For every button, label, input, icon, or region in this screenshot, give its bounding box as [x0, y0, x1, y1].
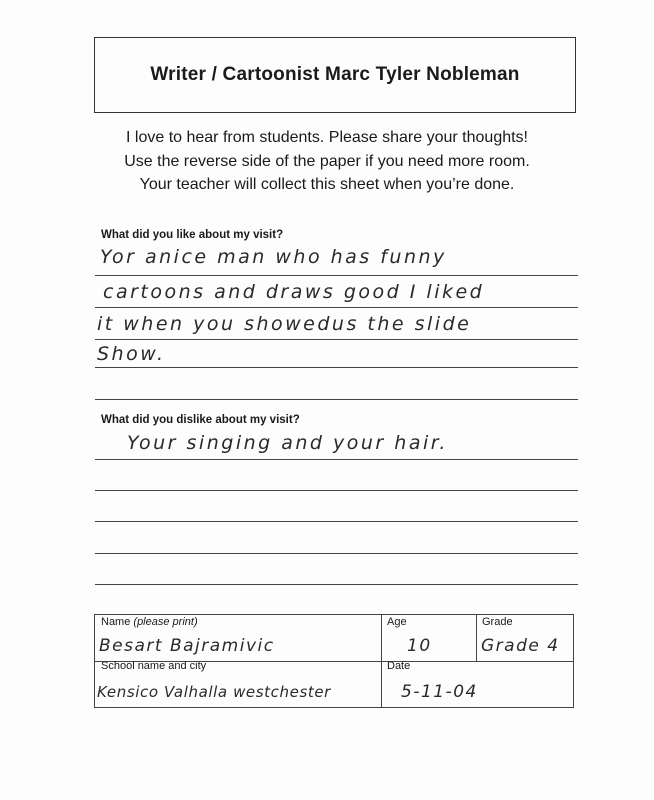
answer-rule — [95, 490, 578, 491]
table-divider — [476, 615, 477, 661]
answer-liked-line-3: it when you showedus the slide — [97, 313, 472, 335]
answer-liked-line-2: cartoons and draws good I liked — [103, 281, 485, 303]
name-value: Besart Bajramivic — [99, 636, 275, 656]
grade-label: Grade — [482, 616, 513, 628]
student-info-table — [94, 614, 574, 708]
title-box — [94, 37, 576, 113]
school-value: Kensico Valhalla westchester — [97, 683, 331, 701]
answer-liked-line-4: Show. — [97, 343, 166, 365]
answer-rule — [95, 275, 578, 276]
answer-rule — [95, 521, 578, 522]
grade-value: Grade 4 — [481, 636, 560, 656]
school-label: School name and city — [101, 660, 207, 672]
intro-text — [0, 126, 654, 197]
answer-rule — [95, 307, 578, 308]
name-hint: (please print) — [133, 616, 198, 628]
name-label: Name (please print) — [101, 616, 198, 628]
question-disliked-label: What did you dislike about my visit? — [101, 414, 300, 426]
answer-rule — [95, 339, 578, 340]
answer-disliked-line-1: Your singing and your hair. — [127, 432, 448, 454]
answer-rule — [95, 459, 578, 460]
page-title: Writer / Cartoonist Marc Tyler Nobleman — [150, 64, 520, 85]
answer-rule — [95, 584, 578, 585]
answer-liked-line-1: Yor anice man who has funny — [100, 246, 447, 268]
age-label: Age — [387, 616, 407, 628]
answer-rule — [95, 553, 578, 554]
intro-line: I love to hear from students. Please share your thoughts! — [126, 129, 528, 146]
answer-rule — [95, 367, 578, 368]
date-value: 5-11-04 — [401, 682, 478, 702]
age-value: 10 — [407, 636, 432, 656]
answer-rule — [95, 399, 578, 400]
intro-line: Your teacher will collect this sheet when you’re done. — [139, 176, 515, 193]
intro-line: Use the reverse side of the paper if you need more room. — [124, 152, 530, 170]
question-liked-label: What did you like about my visit? — [101, 229, 284, 241]
date-label: Date — [387, 660, 411, 672]
